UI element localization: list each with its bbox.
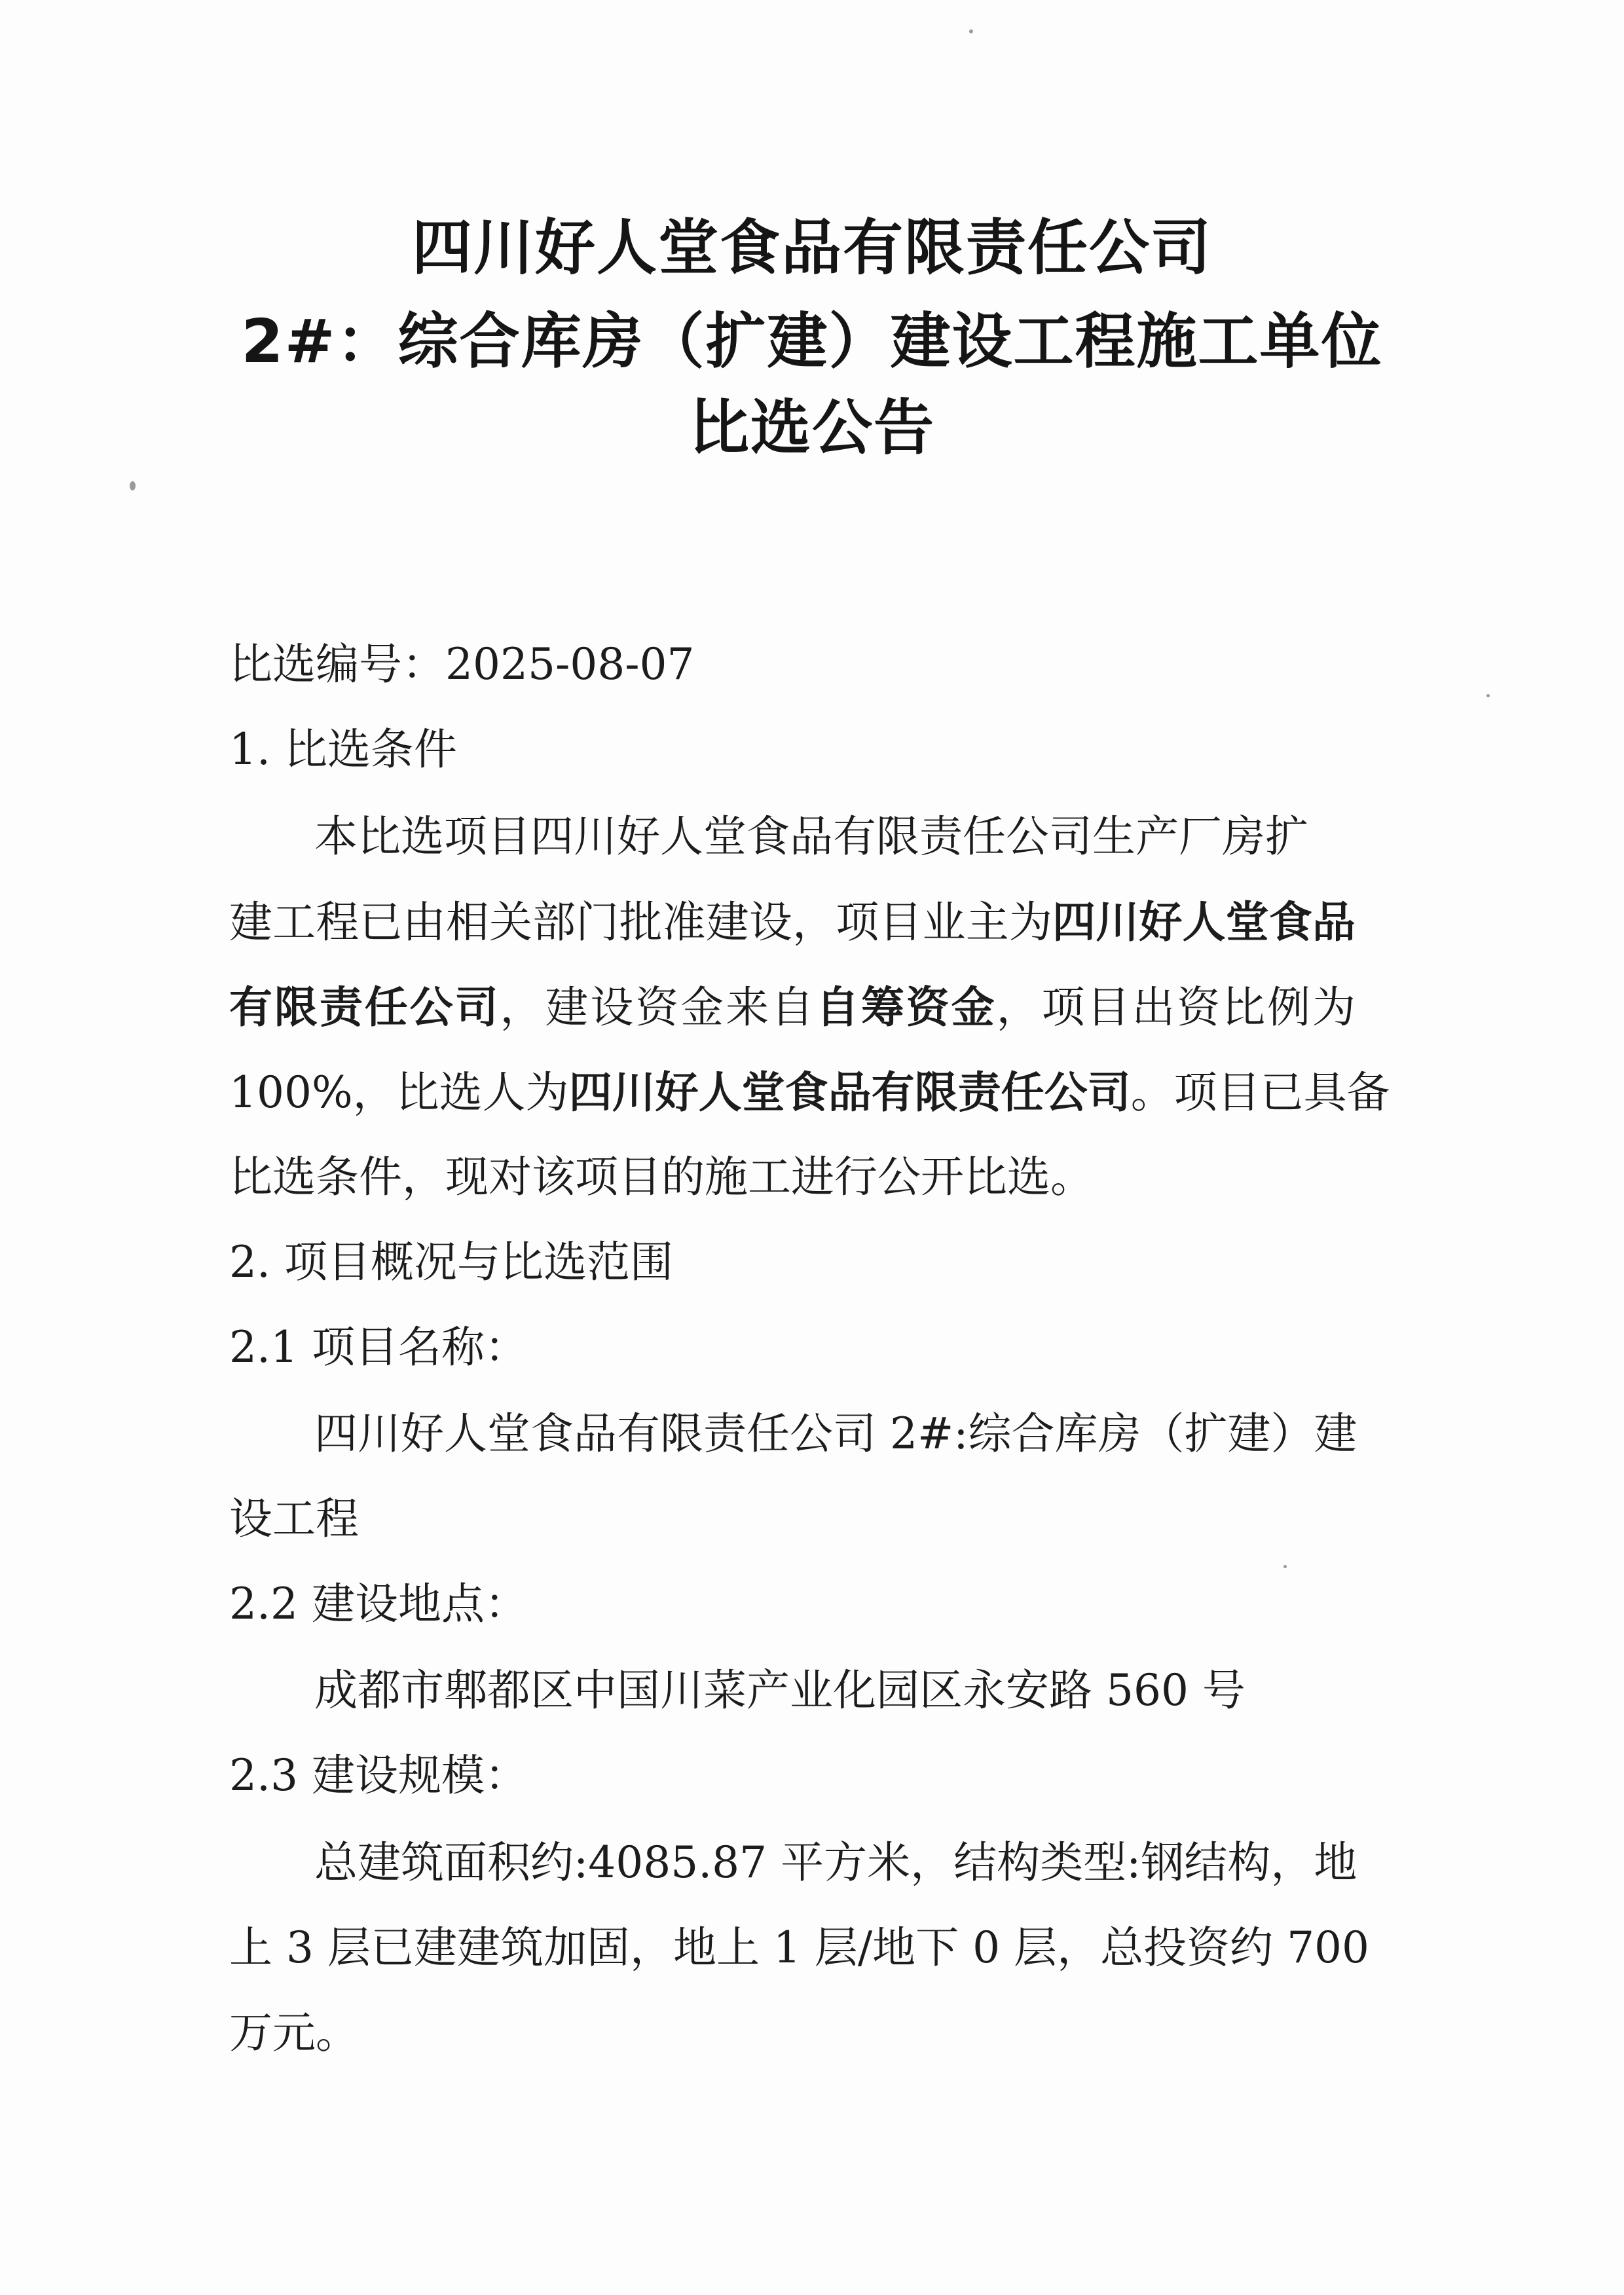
title-notice-type: 比选公告 xyxy=(688,393,935,463)
scan-speck xyxy=(1283,1565,1287,1568)
project-name-line-1: 四川好人堂食品有限责任公司 2#:综合库房（扩建）建 xyxy=(314,1408,1357,1459)
scale-line-1: 总建筑面积约:4085.87 平方米，结构类型:钢结构，地 xyxy=(314,1837,1357,1888)
scan-speck xyxy=(130,481,136,490)
owner-name-cont: 有限责任公司 xyxy=(229,982,500,1033)
section-2-heading: 2. 项目概况与比选范围 xyxy=(229,1237,673,1287)
title-project: 2#：综合库房（扩建）建设工程施工单位 xyxy=(241,306,1383,376)
fund-source: 自筹资金 xyxy=(815,982,997,1033)
project-location: 成都市郫都区中国川菜产业化园区永安路 560 号 xyxy=(314,1665,1246,1716)
section-1-para-line-1: 本比选项目四川好人堂食品有限责任公司生产厂房扩 xyxy=(314,811,1308,862)
owner-name: 四川好人堂食品 xyxy=(1052,896,1356,947)
scan-speck xyxy=(1486,694,1490,697)
section-2-2-heading: 2.2 建设地点： xyxy=(229,1579,528,1629)
section-2-1-heading: 2.1 项目名称： xyxy=(229,1322,528,1372)
section-1-heading: 1. 比选条件 xyxy=(229,724,457,775)
section-1-para-line-3: 有限责任公司，建设资金来自自筹资金，项目出资比例为 xyxy=(229,982,1356,1033)
section-2-3-heading: 2.3 建设规模： xyxy=(229,1750,528,1801)
section-1-para-line-5: 比选条件，现对该项目的施工进行公开比选。 xyxy=(229,1152,1094,1202)
title-company: 四川好人堂食品有限责任公司 xyxy=(411,213,1212,283)
scale-line-2: 上 3 层已建建筑加固，地上 1 层/地下 0 层，总投资约 700 xyxy=(229,1922,1370,1973)
project-name-line-2: 设工程 xyxy=(229,1494,359,1544)
notice-number: 比选编号：2025-08-07 xyxy=(229,639,695,689)
scan-speck xyxy=(969,29,973,33)
tender-party: 四川好人堂食品有限责任公司 xyxy=(568,1067,1131,1118)
section-1-para-line-4: 100%，比选人为四川好人堂食品有限责任公司。项目已具备 xyxy=(229,1067,1390,1118)
scale-line-3: 万元。 xyxy=(229,2008,359,2058)
section-1-para-line-2: 建工程已由相关部门批准建设，项目业主为四川好人堂食品 xyxy=(229,896,1356,947)
